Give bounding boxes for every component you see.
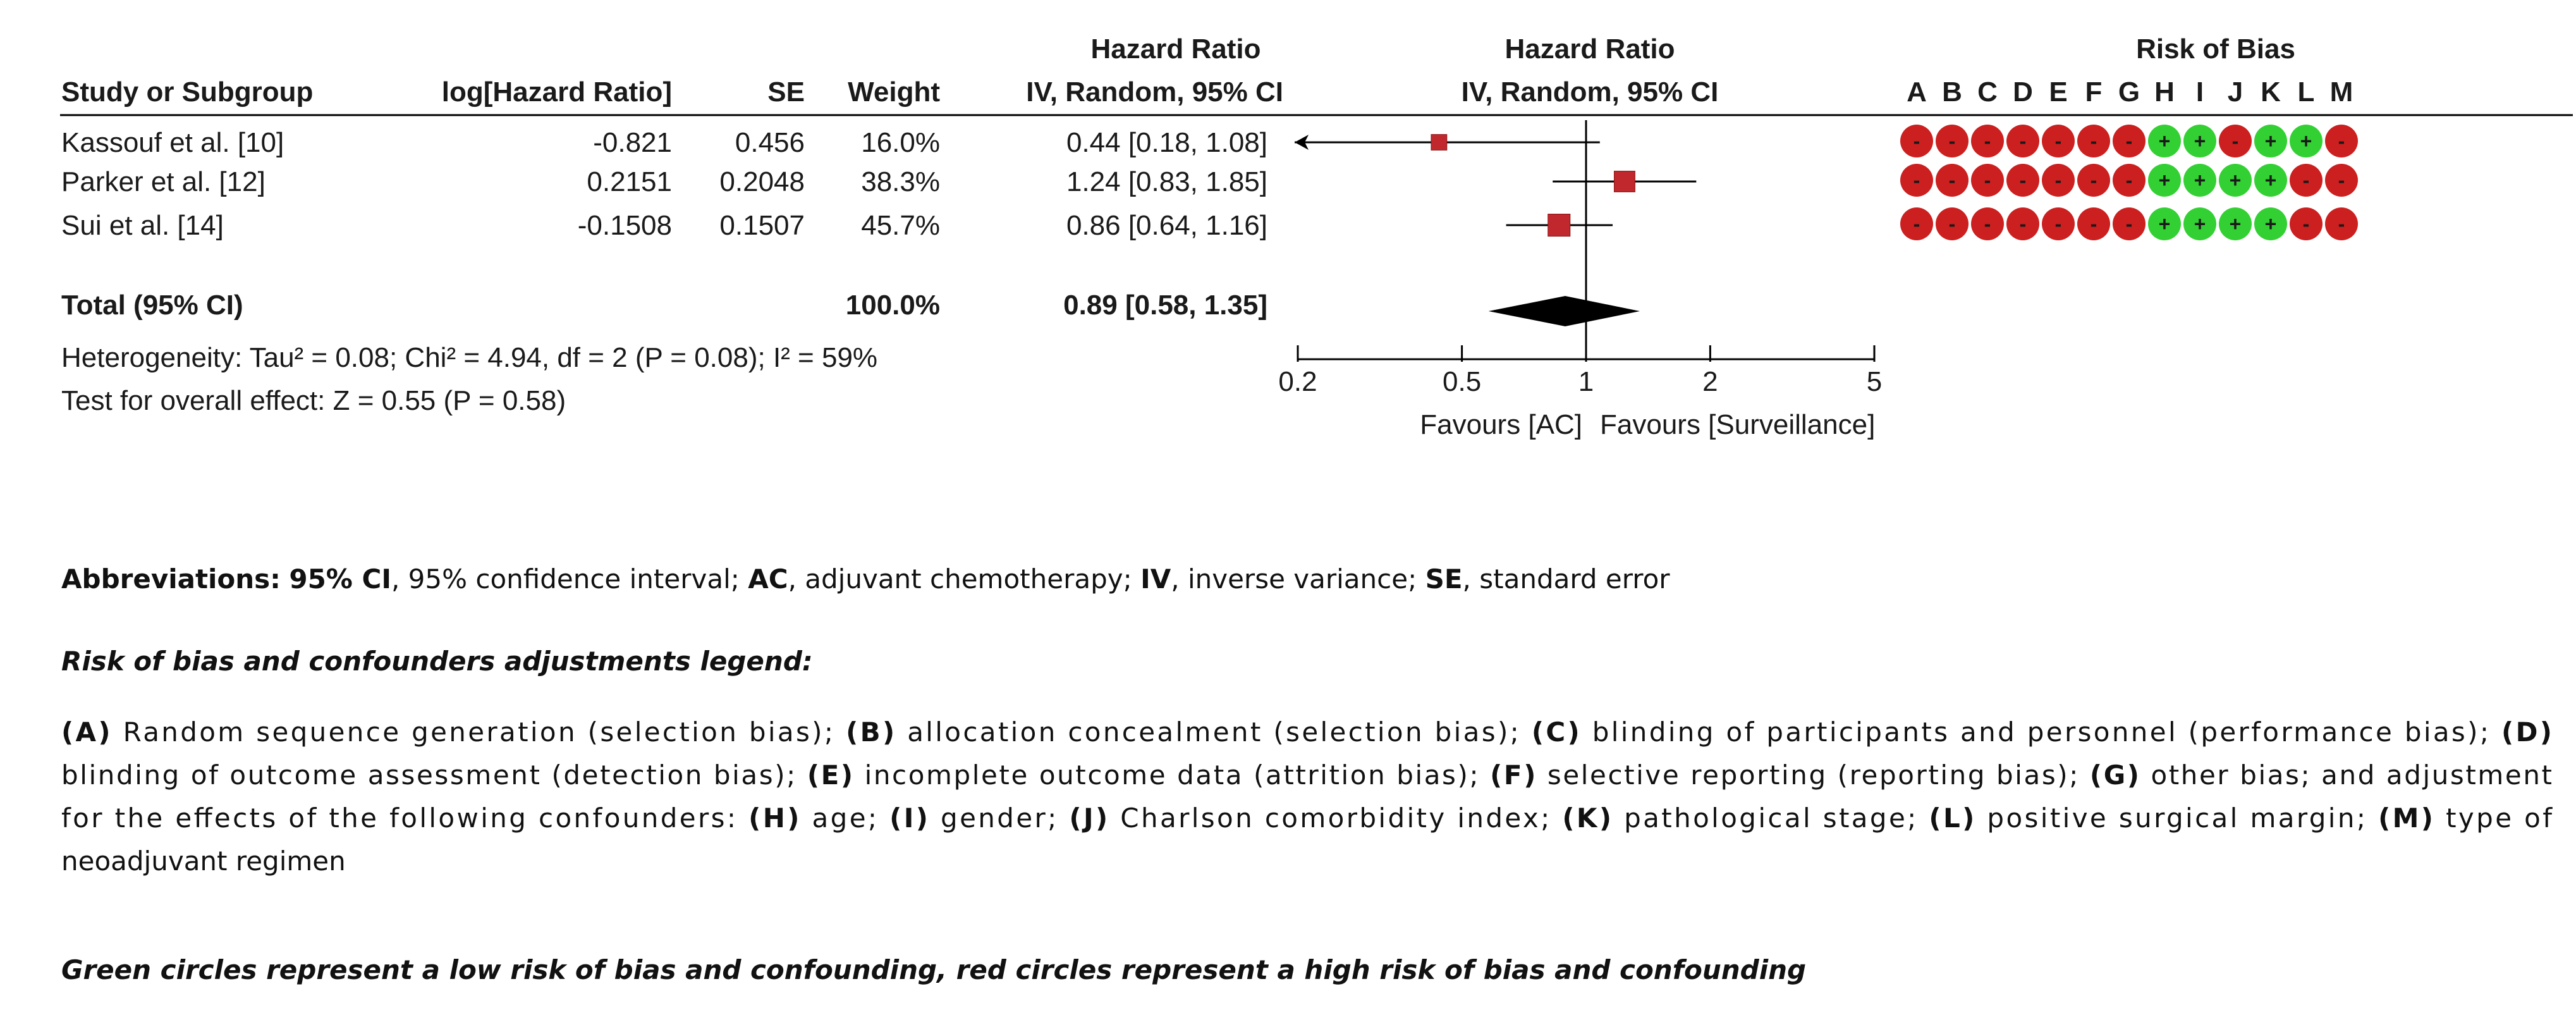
study-rows <box>61 127 1267 241</box>
rob-symbol: - <box>1913 130 1920 152</box>
rob-symbol: - <box>2302 212 2310 235</box>
legend-text: age; <box>801 803 888 834</box>
rob-column-header: B <box>1942 77 1962 108</box>
legend-text: incomplete outcome data (attrition bias); <box>854 760 1489 791</box>
rob-symbol: - <box>1984 169 1991 192</box>
x-tick-label: 5 <box>1866 366 1883 397</box>
rob-symbol: + <box>2229 212 2242 235</box>
study-se: 0.1507 <box>719 210 805 241</box>
legend-line <box>61 760 2552 791</box>
se-column-header: SE <box>767 77 805 108</box>
legend-key: (D) <box>2501 717 2552 748</box>
study-se: 0.2048 <box>719 166 805 197</box>
plot-subtitle: IV, Random, 95% CI <box>1461 77 1719 108</box>
ci-column-header: IV, Random, 95% CI <box>1026 77 1283 108</box>
x-tick-label: 0.5 <box>1443 366 1482 397</box>
legend-text: positive surgical margin; <box>1976 803 2376 834</box>
legend-key: (I) <box>889 803 928 834</box>
rob-symbol: + <box>2194 212 2206 235</box>
legend-key: (B) <box>846 717 895 748</box>
rob-column-header: E <box>2049 77 2068 108</box>
hr-column-title: Hazard Ratio <box>1090 34 1261 65</box>
rob-column-header: I <box>2195 77 2204 108</box>
rob-symbol: - <box>1984 130 1991 152</box>
legend-key: (H) <box>748 803 800 834</box>
legend-line <box>61 717 2552 748</box>
rob-column-header: D <box>2013 77 2033 108</box>
legend-lines <box>61 717 2553 877</box>
rob-symbol: - <box>2019 169 2027 192</box>
abbr-definition: , inverse variance; <box>1171 564 1425 594</box>
rob-symbol: + <box>2300 130 2312 152</box>
rob-column-header: G <box>2118 77 2140 108</box>
rob-symbol: - <box>1984 212 1991 235</box>
rob-column-header: A <box>1907 77 1927 108</box>
rob-symbol: - <box>2090 212 2097 235</box>
legend-text: blinding of outcome assessment (detection bias); <box>61 760 806 791</box>
plot-title: Hazard Ratio <box>1505 34 1675 65</box>
rob-symbol: + <box>2158 169 2171 192</box>
legend-key: (J) <box>1069 803 1108 834</box>
rob-column-header: C <box>1977 77 1998 108</box>
legend-key: (K) <box>1562 803 1612 834</box>
total-ci: 0.89 [0.58, 1.35] <box>1063 290 1267 321</box>
abbr-definition: , standard error <box>1462 564 1670 594</box>
rob-symbol: + <box>2194 169 2206 192</box>
study-marker <box>1548 214 1570 236</box>
rob-symbol: + <box>2158 130 2171 152</box>
rob-column-headers <box>1907 77 2353 108</box>
study-weight: 38.3% <box>861 166 940 197</box>
legend-text: type of <box>2435 803 2553 834</box>
rob-column-header: J <box>2227 77 2243 108</box>
overall-effect-text: Test for overall effect: Z = 0.55 (P = 0.58) <box>61 385 566 416</box>
study-ci: 1.24 [0.83, 1.85] <box>1066 166 1267 197</box>
rob-symbol: - <box>2090 169 2097 192</box>
rob-symbol: - <box>1948 169 1956 192</box>
rob-symbol: - <box>2338 212 2345 235</box>
study-se: 0.456 <box>735 127 805 158</box>
rob-symbol: - <box>2338 130 2345 152</box>
x-tick-label: 0.2 <box>1278 366 1317 397</box>
rob-column-header: F <box>2085 77 2103 108</box>
study-loghr: -0.1508 <box>577 210 672 241</box>
study-marker <box>1431 135 1447 151</box>
legend-text: selective reporting (reporting bias); <box>1537 760 2089 791</box>
legend-text: gender; <box>930 803 1068 834</box>
favours-left-label: Favours [AC] <box>1420 409 1582 440</box>
abbr-term: SE <box>1425 564 1463 594</box>
rob-symbol: - <box>2338 169 2345 192</box>
study-weight: 16.0% <box>861 127 940 158</box>
rob-symbol: - <box>2125 212 2133 235</box>
study-marker <box>1614 171 1635 192</box>
rob-symbol: - <box>2090 130 2097 152</box>
rob-column-header: M <box>2329 77 2353 108</box>
caption-block <box>61 564 2553 985</box>
study-row <box>61 127 1267 158</box>
legend-line <box>61 846 346 877</box>
legend-key: (G) <box>2089 760 2139 791</box>
study-column-header: Study or Subgroup <box>61 77 314 108</box>
total-label: Total (95% CI) <box>61 290 243 321</box>
legend-key: (E) <box>807 760 853 791</box>
legend-text: blinding of participants and personnel (performance bias); <box>1582 717 2500 748</box>
legend-text: allocation concealment (selection bias); <box>896 717 1530 748</box>
rob-symbol: - <box>2054 212 2062 235</box>
abbr-term: AC <box>748 564 788 594</box>
legend-line <box>61 803 2553 834</box>
total-weight: 100.0% <box>845 290 940 321</box>
legend-title: Risk of bias and confounders adjustments legend: <box>61 646 813 677</box>
rob-symbol: - <box>2019 212 2027 235</box>
plot-area <box>1278 120 1882 397</box>
weight-column-header: Weight <box>848 77 940 108</box>
legend-key: (C) <box>1531 717 1580 748</box>
loghr-column-header: log[Hazard Ratio] <box>441 77 672 108</box>
green-red-note: Green circles represent a low risk of bias and confounding, red circles represent a high risk of bias and confounding <box>61 954 1807 985</box>
legend-key: (F) <box>1490 760 1536 791</box>
rob-symbol: - <box>2019 130 2027 152</box>
rob-symbol: + <box>2264 169 2277 192</box>
legend-text: neoadjuvant regimen <box>61 846 346 877</box>
legend-text: pathological stage; <box>1613 803 1927 834</box>
study-weight: 45.7% <box>861 210 940 241</box>
legend-key: (L) <box>1929 803 1975 834</box>
rob-symbol: - <box>1913 169 1920 192</box>
rob-symbol: + <box>2264 130 2277 152</box>
abbr-term: 95% CI <box>289 564 391 594</box>
rob-symbol: + <box>2229 169 2242 192</box>
rob-symbol: - <box>2054 169 2062 192</box>
study-loghr: -0.821 <box>593 127 672 158</box>
study-loghr: 0.2151 <box>587 166 672 197</box>
legend-key: (A) <box>61 717 111 748</box>
study-ci: 0.44 [0.18, 1.08] <box>1066 127 1267 158</box>
study-ci: 0.86 [0.64, 1.16] <box>1066 210 1267 241</box>
favours-right-label: Favours [Surveillance] <box>1600 409 1876 440</box>
rob-symbol: + <box>2264 212 2277 235</box>
abbr-definition: , adjuvant chemotherapy; <box>788 564 1141 594</box>
study-name: Sui et al. [14] <box>61 210 224 241</box>
legend-text: Charlson comorbidity index; <box>1109 803 1560 834</box>
x-tick-label: 1 <box>1578 366 1594 397</box>
study-row <box>61 210 1267 241</box>
legend-text: other bias; and adjustment <box>2140 760 2553 791</box>
legend-text: Random sequence generation (selection bias); <box>112 717 844 748</box>
rob-symbol: - <box>2231 130 2239 152</box>
rob-column-header: L <box>2297 77 2315 108</box>
legend-key: (M) <box>2378 803 2434 834</box>
rob-symbol: - <box>2054 130 2062 152</box>
risk-of-bias-grid <box>1900 125 2358 240</box>
rob-symbol: - <box>2125 130 2133 152</box>
heterogeneity-text: Heterogeneity: Tau² = 0.08; Chi² = 4.94, df = 2 (P = 0.08); I² = 59% <box>61 342 878 373</box>
rob-symbol: - <box>1913 212 1920 235</box>
abbr-term: IV <box>1140 564 1171 594</box>
table-header <box>61 34 2353 108</box>
rob-column-header: K <box>2261 77 2281 108</box>
study-row <box>61 166 1267 197</box>
total-row <box>61 290 1267 321</box>
rob-symbol: + <box>2158 212 2171 235</box>
x-tick-label: 2 <box>1702 366 1718 397</box>
rob-symbol: + <box>2194 130 2206 152</box>
risk-of-bias-title: Risk of Bias <box>2136 34 2295 65</box>
abbr-definition: , 95% confidence interval; <box>391 564 748 594</box>
rob-symbol: - <box>2302 169 2310 192</box>
rob-symbol: - <box>1948 212 1956 235</box>
abbreviations-line <box>61 564 1670 594</box>
rob-symbol: - <box>2125 169 2133 192</box>
rob-column-header: H <box>2154 77 2175 108</box>
study-name: Parker et al. [12] <box>61 166 266 197</box>
study-name: Kassouf et al. [10] <box>61 127 284 158</box>
abbreviations-label: Abbreviations: <box>61 564 281 594</box>
rob-symbol: - <box>1948 130 1956 152</box>
legend-text: for the effects of the following confounders: <box>61 803 747 834</box>
pooled-diamond <box>1489 296 1640 326</box>
